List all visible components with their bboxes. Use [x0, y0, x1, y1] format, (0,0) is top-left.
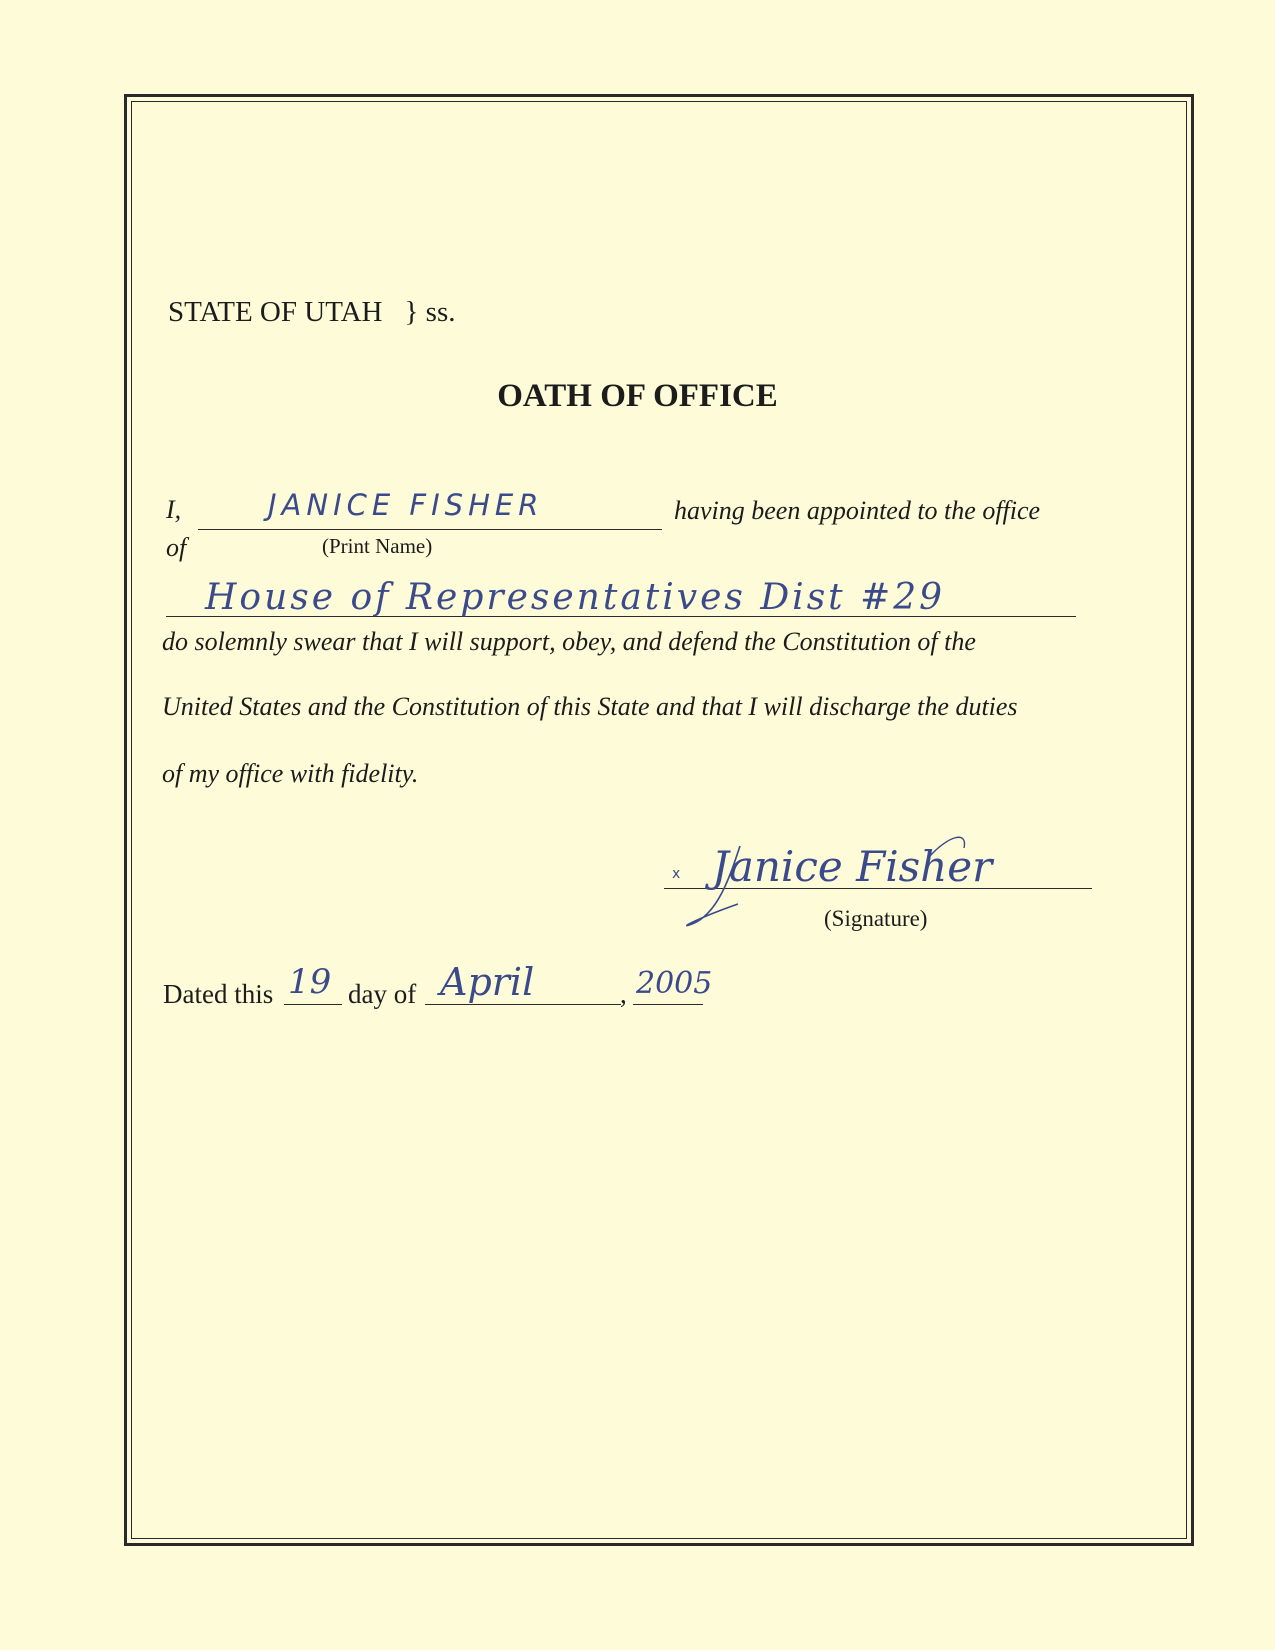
month-underline [425, 1004, 621, 1005]
signature-label: (Signature) [824, 906, 928, 931]
oath-line-3: of my office with fidelity. [162, 759, 419, 788]
document-title: OATH OF OFFICE [497, 378, 778, 414]
handwritten-signature: Janice Fisher [712, 842, 993, 891]
ss-label: ss. [425, 296, 456, 328]
handwritten-name: JANICE FISHER [268, 488, 544, 522]
state-header [168, 296, 455, 329]
year-underline [633, 1004, 703, 1005]
name-underline [198, 529, 662, 530]
print-name-label: (Print Name) [322, 534, 433, 558]
day-underline [284, 1004, 342, 1005]
oath-line-2: United States and the Constitution of this State and that I will discharge the duties [162, 692, 1018, 721]
handwritten-year: 2005 [636, 966, 713, 1001]
of-label: of [166, 533, 187, 562]
state-label: STATE OF UTAH [168, 296, 383, 328]
oath-line-1: do solemnly swear that I will support, obey, and defend the Constitution of the [162, 627, 976, 656]
appointed-text: having been appointed to the office [674, 496, 1041, 525]
handwritten-office: House of Representatives Dist #29 [205, 577, 946, 618]
dated-prefix: Dated this [163, 979, 274, 1009]
handwritten-month: April [440, 960, 535, 1004]
date-comma: , [620, 979, 627, 1009]
brace-symbol: } [404, 296, 419, 328]
day-of-label: day of [348, 979, 417, 1009]
handwritten-day: 19 [288, 962, 332, 1002]
oath-prefix: I, [166, 495, 182, 524]
signature-x-mark: x [672, 866, 681, 882]
